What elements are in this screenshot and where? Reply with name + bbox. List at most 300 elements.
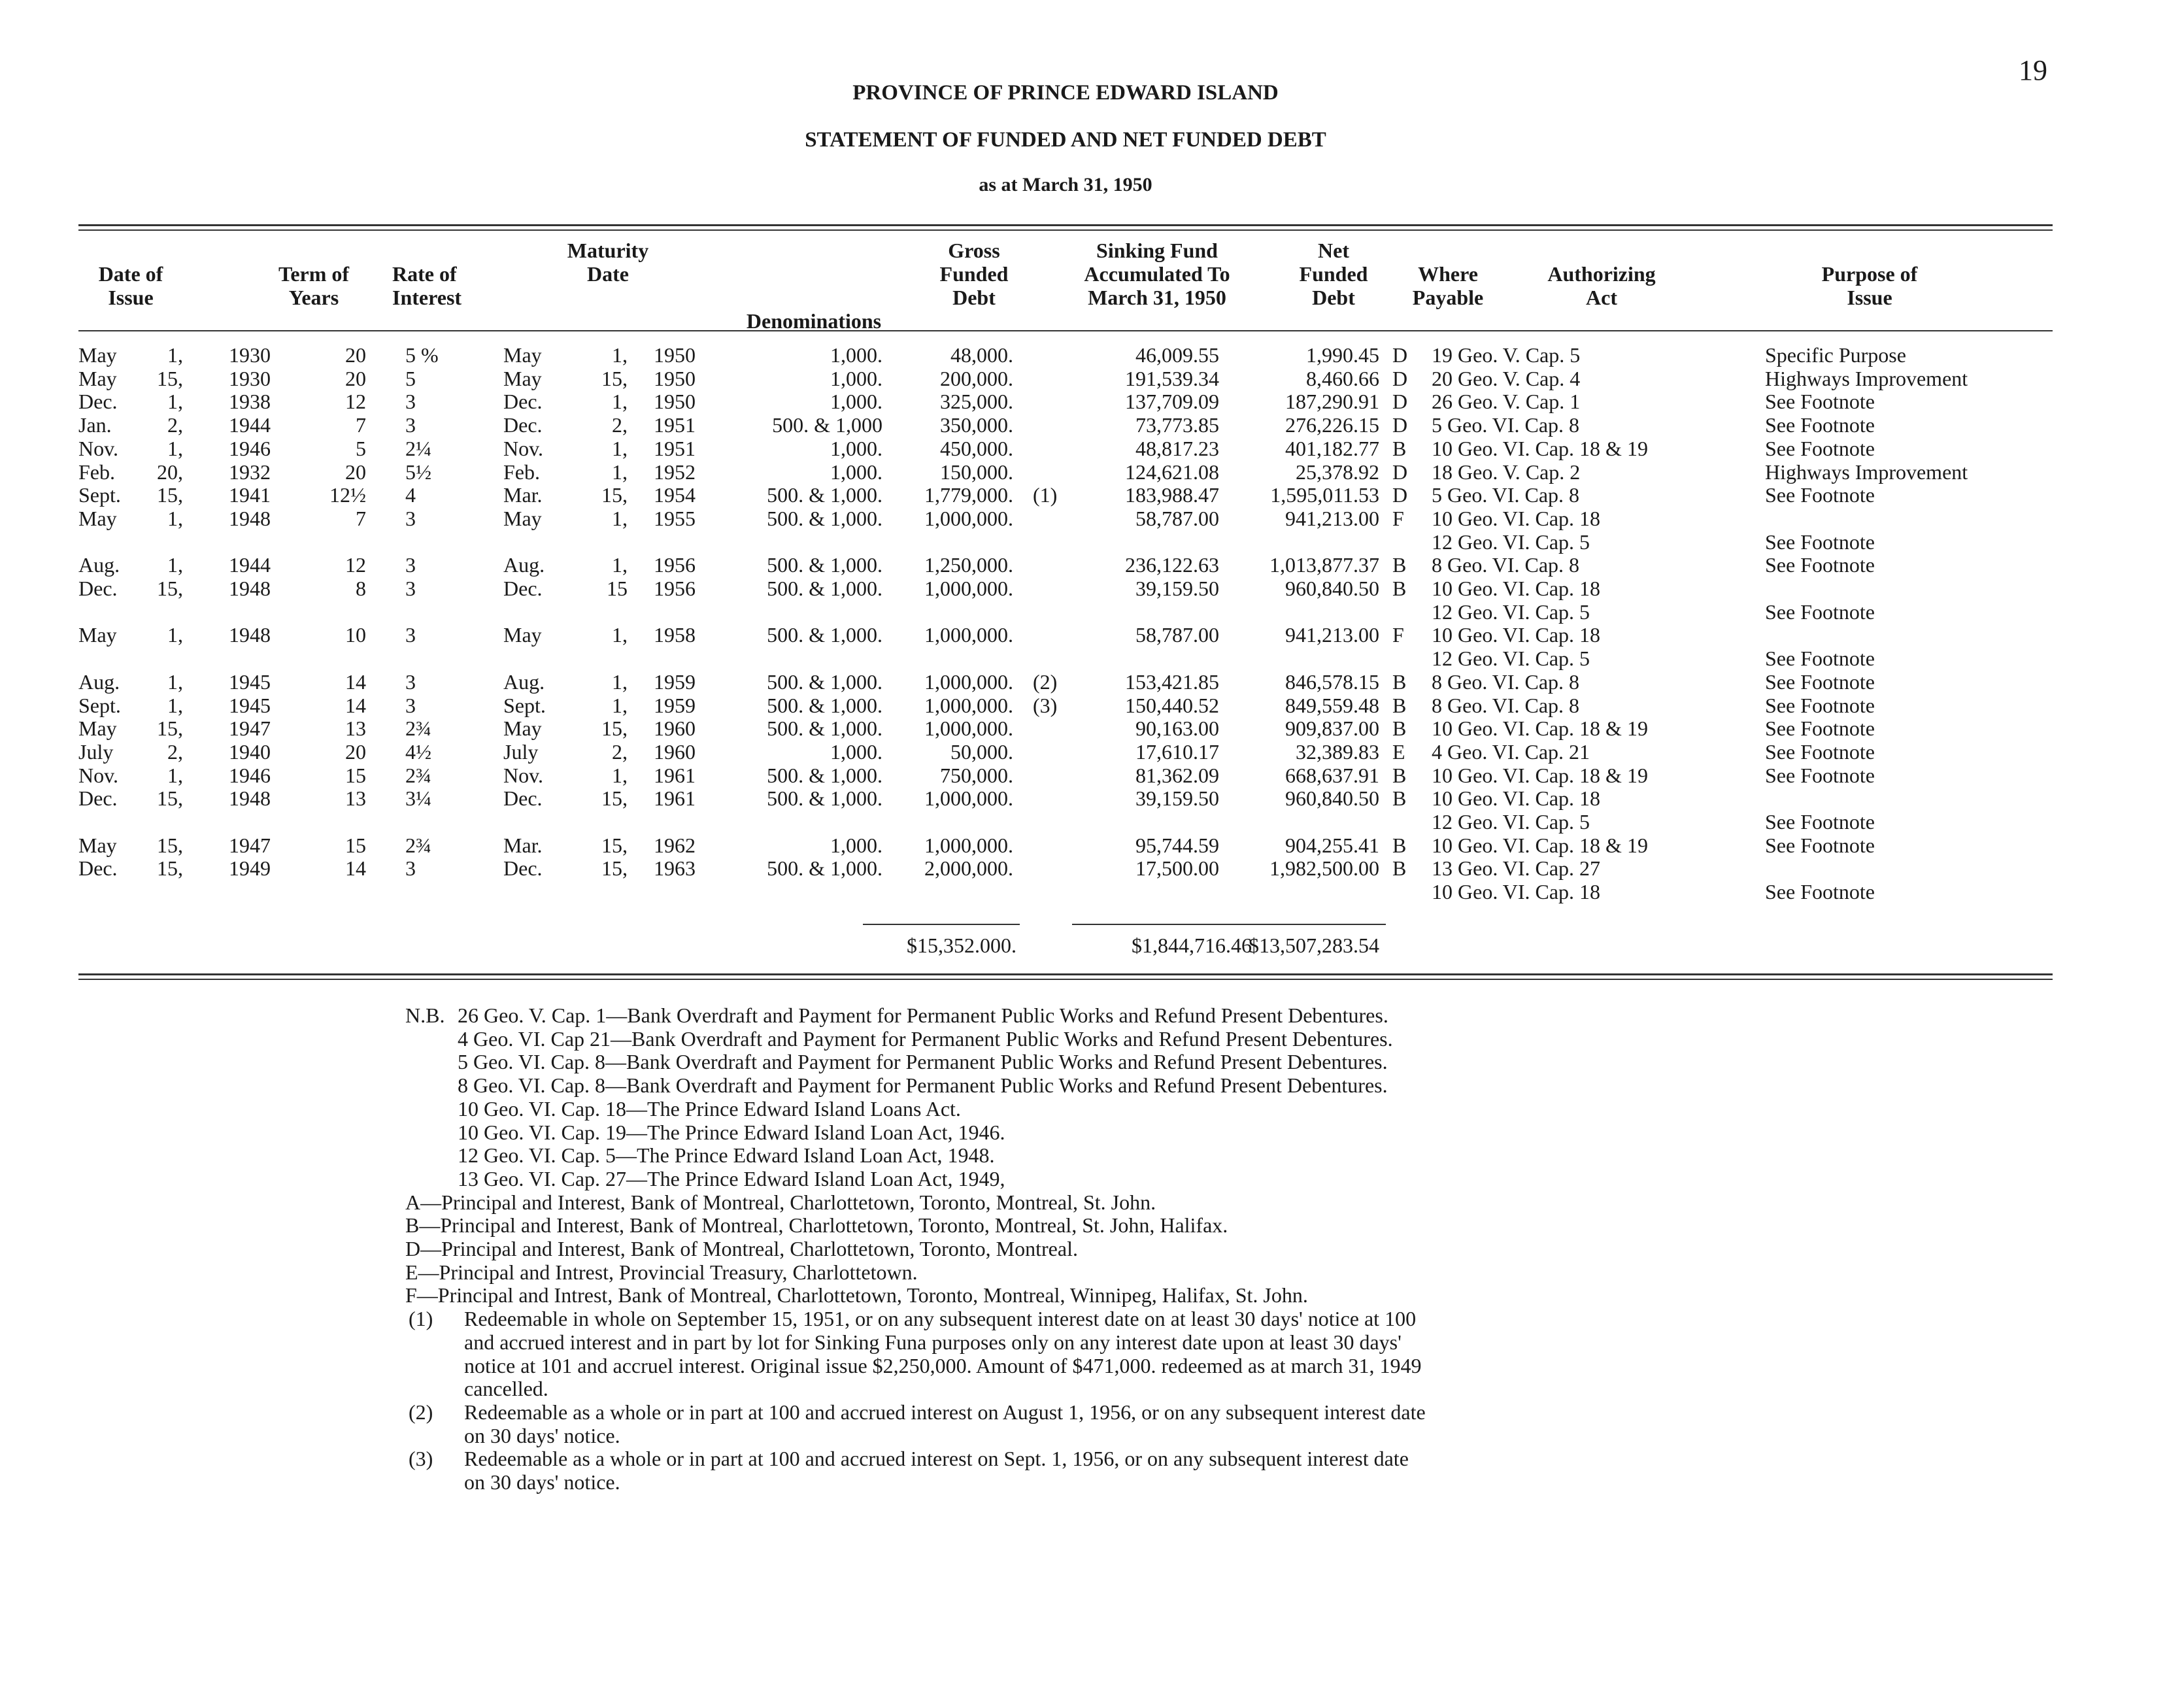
cell-issue-day: 1, <box>167 669 183 694</box>
cell-net: 668,637.91 <box>1285 763 1379 787</box>
cell-note: (1) <box>1033 483 1058 507</box>
payable-key-line: F—Principal and Intrest, Bank of Montreal, Charlottetown, Toronto, Montreal, Winnipeg, Halifax, St. John. <box>405 1283 1308 1307</box>
cell-issue-year: 1944 <box>229 413 271 437</box>
cell-act: 4 Geo. VI. Cap. 21 <box>1432 739 1590 764</box>
cell-sinking: 191,539.34 <box>1125 366 1219 390</box>
cell-issue-month: May <box>78 506 117 530</box>
cell-net: 960,840.50 <box>1285 577 1379 600</box>
cell-act: 10 Geo. VI. Cap. 18 <box>1432 577 1601 600</box>
cell-purpose: See Footnote <box>1765 483 1875 507</box>
cell-issue-month: Feb. <box>78 460 115 484</box>
cell-issue-month: May <box>78 343 117 367</box>
cell-gross: 150,000. <box>940 460 1013 484</box>
cell-payable: B <box>1392 786 1407 811</box>
sinking-total: $1,844,716.46 <box>1132 934 1252 957</box>
sinking-total-line <box>1072 924 1255 925</box>
cell-term: 13 <box>345 717 366 741</box>
cell-mat-month: Sept. <box>503 693 546 717</box>
cell-issue-year: 1946 <box>229 763 271 787</box>
cell-denom: 1,000. <box>830 366 882 390</box>
cell-act: 13 Geo. VI. Cap. 27 <box>1432 856 1601 881</box>
cell-gross: 1,000,000. <box>924 693 1013 717</box>
cell-act: 10 Geo. VI. Cap. 18 <box>1432 880 1601 904</box>
cell-term: 12 <box>345 390 366 414</box>
page-number: 19 <box>2019 54 2047 86</box>
cell-issue-month: Sept. <box>78 483 121 507</box>
cell-payable: D <box>1392 343 1408 367</box>
cell-issue-year: 1948 <box>229 623 271 647</box>
cell-issue-year: 1944 <box>229 553 271 577</box>
cell-mat-year: 1960 <box>654 739 696 764</box>
cell-mat-year: 1962 <box>654 833 696 857</box>
header-maturity-date-line-1: Maturity <box>567 239 649 262</box>
cell-purpose: See Footnote <box>1765 390 1875 414</box>
cell-denom: 500. & 1,000. <box>767 669 882 694</box>
cell-payable: D <box>1392 483 1408 507</box>
cell-mat-year: 1955 <box>654 506 696 530</box>
cell-sinking: 90,163.00 <box>1135 717 1219 741</box>
cell-act: 12 Geo. VI. Cap. 5 <box>1432 530 1590 554</box>
cell-mat-month: Dec. <box>503 413 543 437</box>
cell-issue-day: 15, <box>157 786 183 811</box>
cell-act: 19 Geo. V. Cap. 5 <box>1432 343 1581 367</box>
cell-term: 12½ <box>329 483 366 507</box>
cell-sinking: 124,621.08 <box>1125 460 1219 484</box>
cell-sinking: 39,159.50 <box>1135 577 1219 600</box>
cell-gross: 1,779,000. <box>924 483 1013 507</box>
cell-issue-month: May <box>78 833 117 857</box>
net-total-line <box>1235 924 1386 925</box>
cell-rate: 2¾ <box>405 763 431 787</box>
cell-issue-day: 15, <box>157 717 183 741</box>
cell-purpose: See Footnote <box>1765 833 1875 857</box>
header-date-of-issue-line-2: Issue <box>108 286 154 309</box>
cell-issue-day: 1, <box>167 436 183 460</box>
cell-act: 12 Geo. VI. Cap. 5 <box>1432 810 1590 834</box>
cell-rate: 3 <box>405 856 416 881</box>
cell-denom: 500. & 1,000. <box>767 856 882 881</box>
act-note: 10 Geo. VI. Cap. 18—The Prince Edward Island Loans Act. <box>458 1096 961 1121</box>
nb-prefix: N.B. <box>405 1003 445 1027</box>
cell-rate: 3 <box>405 390 416 414</box>
cell-gross: 1,000,000. <box>924 717 1013 741</box>
footnote-text: and accrued interest and in part by lot for Sinking Funa purposes only on any interest date upon at least 30 days' <box>464 1330 1402 1354</box>
cell-issue-year: 1930 <box>229 343 271 367</box>
cell-act: 8 Geo. VI. Cap. 8 <box>1432 553 1580 577</box>
cell-mat-year: 1959 <box>654 693 696 717</box>
header-maturity-date-line-2: Date <box>587 262 629 286</box>
cell-denom: 1,000. <box>830 739 882 764</box>
header-purpose-of-issue-line-2: Issue <box>1847 286 1892 309</box>
cell-purpose: See Footnote <box>1765 739 1875 764</box>
cell-mat-month: Aug. <box>503 669 545 694</box>
cell-issue-year: 1946 <box>229 436 271 460</box>
footnote-number: (2) <box>409 1400 433 1424</box>
header-gross-funded-debt-line-2: Funded <box>939 262 1009 286</box>
cell-act: 5 Geo. VI. Cap. 8 <box>1432 483 1580 507</box>
cell-gross: 1,250,000. <box>924 553 1013 577</box>
header-purpose-of-issue-line-1: Purpose of <box>1821 262 1918 286</box>
cell-mat-day: 15, <box>601 483 628 507</box>
cell-issue-day: 15, <box>157 366 183 390</box>
act-note: 4 Geo. VI. Cap 21—Bank Overdraft and Payment for Permanent Public Works and Refund Present Debentures. <box>458 1026 1393 1051</box>
cell-term: 20 <box>345 366 366 390</box>
cell-gross: 450,000. <box>940 436 1013 460</box>
header-term-of-years-line-1: Term of <box>278 262 350 286</box>
cell-term: 5 <box>356 436 366 460</box>
cell-mat-month: Feb. <box>503 460 540 484</box>
cell-act: 10 Geo. VI. Cap. 18 <box>1432 623 1601 647</box>
cell-net: 25,378.92 <box>1296 460 1379 484</box>
cell-gross: 1,000,000. <box>924 577 1013 600</box>
cell-mat-year: 1950 <box>654 390 696 414</box>
cell-issue-day: 2, <box>167 413 183 437</box>
cell-payable: B <box>1392 833 1407 857</box>
cell-denom: 500. & 1,000. <box>767 577 882 600</box>
cell-act: 10 Geo. VI. Cap. 18 & 19 <box>1432 763 1648 787</box>
cell-issue-month: May <box>78 366 117 390</box>
cell-denom: 1,000. <box>830 343 882 367</box>
payable-key-line: E—Principal and Intrest, Provincial Treasury, Charlottetown. <box>405 1260 918 1284</box>
cell-purpose: See Footnote <box>1765 669 1875 694</box>
cell-sinking: 58,787.00 <box>1135 623 1219 647</box>
act-note: 10 Geo. VI. Cap. 19—The Prince Edward Island Loan Act, 1946. <box>458 1120 1005 1144</box>
cell-sinking: 17,500.00 <box>1135 856 1219 881</box>
cell-issue-month: Nov. <box>78 436 119 460</box>
cell-term: 20 <box>345 343 366 367</box>
cell-payable: B <box>1392 717 1407 741</box>
cell-payable: D <box>1392 390 1408 414</box>
cell-act: 18 Geo. V. Cap. 2 <box>1432 460 1581 484</box>
act-note: 5 Geo. VI. Cap. 8—Bank Overdraft and Payment for Permanent Public Works and Refund Present Debentures. <box>458 1050 1388 1074</box>
cell-mat-day: 1, <box>612 553 628 577</box>
cell-mat-day: 2, <box>612 739 628 764</box>
cell-gross: 350,000. <box>940 413 1013 437</box>
cell-term: 14 <box>345 693 366 717</box>
cell-purpose: See Footnote <box>1765 880 1875 904</box>
cell-purpose: See Footnote <box>1765 553 1875 577</box>
footnote-text: on 30 days' notice. <box>464 1423 620 1447</box>
cell-issue-day: 15, <box>157 577 183 600</box>
cell-net: 401,182.77 <box>1285 436 1379 460</box>
cell-payable: D <box>1392 413 1408 437</box>
cell-mat-day: 1, <box>612 343 628 367</box>
footnote-text: Redeemable as a whole or in part at 100 and accrued interest on August 1, 1956, or on any subsequent interest date <box>464 1400 1426 1424</box>
cell-sinking: 150,440.52 <box>1125 693 1219 717</box>
cell-rate: 3 <box>405 413 416 437</box>
cell-mat-month: Mar. <box>503 483 543 507</box>
cell-net: 1,982,500.00 <box>1269 856 1379 881</box>
cell-mat-month: Mar. <box>503 833 543 857</box>
cell-payable: B <box>1392 856 1407 881</box>
cell-act: 20 Geo. V. Cap. 4 <box>1432 366 1581 390</box>
cell-term: 13 <box>345 786 366 811</box>
cell-issue-day: 2, <box>167 739 183 764</box>
cell-mat-day: 1, <box>612 460 628 484</box>
cell-issue-year: 1947 <box>229 833 271 857</box>
cell-gross: 50,000. <box>950 739 1013 764</box>
cell-issue-year: 1947 <box>229 717 271 741</box>
cell-mat-day: 15, <box>601 366 628 390</box>
payable-key-line: A—Principal and Interest, Bank of Montreal, Charlottetown, Toronto, Montreal, St. John. <box>405 1190 1156 1214</box>
header-sinking-fund-line-1: Sinking Fund <box>1096 239 1218 262</box>
cell-rate: 3¼ <box>405 786 431 811</box>
cell-term: 10 <box>345 623 366 647</box>
cell-mat-year: 1961 <box>654 763 696 787</box>
cell-purpose: Highways Improvement <box>1765 460 1968 484</box>
cell-denom: 500. & 1,000. <box>767 693 882 717</box>
cell-denom: 500. & 1,000. <box>767 483 882 507</box>
header-rate-of-interest-line-2: Interest <box>392 286 462 309</box>
cell-issue-day: 1, <box>167 390 183 414</box>
cell-purpose: See Footnote <box>1765 763 1875 787</box>
cell-payable: B <box>1392 553 1407 577</box>
cell-mat-month: Dec. <box>503 856 543 881</box>
cell-issue-day: 15, <box>157 483 183 507</box>
cell-denom: 500. & 1,000 <box>772 413 882 437</box>
header-gross-funded-debt-line-1: Gross <box>948 239 1000 262</box>
cell-term: 15 <box>345 763 366 787</box>
cell-mat-day: 1, <box>612 506 628 530</box>
cell-rate: 3 <box>405 577 416 600</box>
header-denominations-line-1: Denominations <box>746 309 882 333</box>
gross-total: $15,352.000. <box>907 934 1016 957</box>
cell-issue-month: May <box>78 623 117 647</box>
cell-net: 909,837.00 <box>1285 717 1379 741</box>
cell-term: 7 <box>356 506 366 530</box>
cell-purpose: See Footnote <box>1765 530 1875 554</box>
cell-issue-year: 1932 <box>229 460 271 484</box>
cell-mat-month: May <box>503 623 542 647</box>
cell-mat-year: 1963 <box>654 856 696 881</box>
cell-mat-year: 1961 <box>654 786 696 811</box>
header-authorizing-act-line-1: Authorizing <box>1547 262 1656 286</box>
cell-mat-month: Dec. <box>503 786 543 811</box>
header-rate-of-interest-line-1: Rate of <box>392 262 457 286</box>
cell-rate: 5 % <box>405 343 439 367</box>
cell-sinking: 137,709.09 <box>1125 390 1219 414</box>
cell-payable: F <box>1392 623 1404 647</box>
cell-rate: 3 <box>405 693 416 717</box>
cell-payable: D <box>1392 460 1408 484</box>
cell-issue-month: Aug. <box>78 553 120 577</box>
header-gross-funded-debt-line-3: Debt <box>952 286 996 309</box>
cell-rate: 4 <box>405 483 416 507</box>
cell-issue-month: Dec. <box>78 577 118 600</box>
cell-denom: 1,000. <box>830 833 882 857</box>
cell-denom: 1,000. <box>830 460 882 484</box>
cell-issue-month: July <box>78 739 114 764</box>
cell-act: 12 Geo. VI. Cap. 5 <box>1432 647 1590 671</box>
act-note: 26 Geo. V. Cap. 1—Bank Overdraft and Payment for Permanent Public Works and Refund Present Debentures. <box>458 1003 1388 1027</box>
cell-purpose: See Footnote <box>1765 693 1875 717</box>
header-net-funded-debt-line-3: Debt <box>1312 286 1355 309</box>
cell-payable: B <box>1392 693 1407 717</box>
cell-purpose: See Footnote <box>1765 413 1875 437</box>
cell-mat-day: 1, <box>612 763 628 787</box>
cell-gross: 200,000. <box>940 366 1013 390</box>
cell-rate: 3 <box>405 623 416 647</box>
cell-mat-day: 15, <box>601 833 628 857</box>
cell-term: 7 <box>356 413 366 437</box>
top-rule <box>78 224 2053 226</box>
cell-purpose: See Footnote <box>1765 436 1875 460</box>
cell-mat-year: 1951 <box>654 436 696 460</box>
cell-issue-month: May <box>78 717 117 741</box>
cell-sinking: 95,744.59 <box>1135 833 1219 857</box>
header-authorizing-act-line-2: Act <box>1586 286 1617 309</box>
cell-mat-year: 1956 <box>654 553 696 577</box>
cell-term: 12 <box>345 553 366 577</box>
cell-mat-year: 1951 <box>654 413 696 437</box>
cell-payable: B <box>1392 669 1407 694</box>
cell-issue-year: 1940 <box>229 739 271 764</box>
cell-issue-day: 20, <box>157 460 183 484</box>
cell-act: 26 Geo. V. Cap. 1 <box>1432 390 1581 414</box>
cell-sinking: 48,817.23 <box>1135 436 1219 460</box>
cell-rate: 2¾ <box>405 717 431 741</box>
header-sinking-fund-line-2: Accumulated To <box>1084 262 1230 286</box>
cell-mat-month: Nov. <box>503 436 544 460</box>
cell-gross: 1,000,000. <box>924 623 1013 647</box>
cell-term: 8 <box>356 577 366 600</box>
cell-note: (3) <box>1033 693 1058 717</box>
cell-sinking: 81,362.09 <box>1135 763 1219 787</box>
bottom-rule-inner <box>78 979 2053 980</box>
cell-issue-year: 1948 <box>229 506 271 530</box>
header-rule <box>78 330 2053 331</box>
cell-payable: B <box>1392 763 1407 787</box>
cell-mat-day: 1, <box>612 693 628 717</box>
cell-mat-day: 2, <box>612 413 628 437</box>
cell-payable: B <box>1392 436 1407 460</box>
cell-issue-year: 1938 <box>229 390 271 414</box>
cell-mat-day: 1, <box>612 390 628 414</box>
cell-issue-month: Aug. <box>78 669 120 694</box>
cell-mat-month: Aug. <box>503 553 545 577</box>
cell-denom: 500. & 1,000. <box>767 717 882 741</box>
cell-purpose: Highways Improvement <box>1765 366 1968 390</box>
cell-gross: 325,000. <box>940 390 1013 414</box>
cell-issue-year: 1948 <box>229 577 271 600</box>
cell-mat-month: Dec. <box>503 390 543 414</box>
cell-mat-day: 15 <box>607 577 628 600</box>
cell-gross: 1,000,000. <box>924 506 1013 530</box>
cell-issue-month: Dec. <box>78 390 118 414</box>
cell-term: 14 <box>345 856 366 881</box>
cell-issue-month: Dec. <box>78 856 118 881</box>
cell-issue-day: 15, <box>157 833 183 857</box>
cell-rate: 2¾ <box>405 833 431 857</box>
cell-payable: D <box>1392 366 1408 390</box>
cell-act: 5 Geo. VI. Cap. 8 <box>1432 413 1580 437</box>
cell-net: 187,290.91 <box>1285 390 1379 414</box>
cell-act: 8 Geo. VI. Cap. 8 <box>1432 669 1580 694</box>
cell-mat-year: 1958 <box>654 623 696 647</box>
cell-issue-year: 1941 <box>229 483 271 507</box>
cell-net: 276,226.15 <box>1285 413 1379 437</box>
cell-mat-day: 1, <box>612 669 628 694</box>
footnote-text: Redeemable in whole on September 15, 1951, or on any subsequent interest date on at least 30 days' notice at 100 <box>464 1307 1417 1331</box>
cell-mat-month: July <box>503 739 539 764</box>
cell-act: 10 Geo. VI. Cap. 18 & 19 <box>1432 833 1648 857</box>
act-note: 12 Geo. VI. Cap. 5—The Prince Edward Island Loan Act, 1948. <box>458 1143 995 1168</box>
page-subtitle: STATEMENT OF FUNDED AND NET FUNDED DEBT <box>805 128 1326 152</box>
cell-purpose: See Footnote <box>1765 599 1875 624</box>
bottom-rule <box>78 973 2053 975</box>
net-total: $13,507,283.54 <box>1249 934 1379 957</box>
top-rule-inner <box>78 229 2053 231</box>
cell-gross: 48,000. <box>950 343 1013 367</box>
cell-mat-year: 1959 <box>654 669 696 694</box>
cell-note: (2) <box>1033 669 1058 694</box>
cell-rate: 5½ <box>405 460 431 484</box>
cell-mat-year: 1950 <box>654 366 696 390</box>
cell-issue-day: 1, <box>167 553 183 577</box>
cell-mat-month: Nov. <box>503 763 544 787</box>
cell-mat-month: May <box>503 717 542 741</box>
cell-term: 20 <box>345 460 366 484</box>
cell-mat-day: 1, <box>612 436 628 460</box>
cell-net: 32,389.83 <box>1296 739 1379 764</box>
cell-issue-day: 15, <box>157 856 183 881</box>
cell-issue-year: 1949 <box>229 856 271 881</box>
cell-net: 941,213.00 <box>1285 623 1379 647</box>
payable-key-line: D—Principal and Interest, Bank of Montreal, Charlottetown, Toronto, Montreal. <box>405 1237 1078 1260</box>
cell-gross: 1,000,000. <box>924 786 1013 811</box>
cell-gross: 2,000,000. <box>924 856 1013 881</box>
cell-issue-day: 1, <box>167 693 183 717</box>
header-date-of-issue-line-1: Date of <box>98 262 163 286</box>
header-net-funded-debt-line-2: Funded <box>1299 262 1368 286</box>
cell-net: 846,578.15 <box>1285 669 1379 694</box>
footnote-text: notice at 101 and accruel interest. Original issue $2,250,000. Amount of $471,000. redeemed as at march 31, 1949 <box>464 1353 1422 1377</box>
cell-net: 960,840.50 <box>1285 786 1379 811</box>
cell-rate: 3 <box>405 506 416 530</box>
cell-issue-day: 1, <box>167 343 183 367</box>
cell-purpose: Specific Purpose <box>1765 343 1906 367</box>
cell-sinking: 17,610.17 <box>1135 739 1219 764</box>
cell-net: 941,213.00 <box>1285 506 1379 530</box>
cell-sinking: 183,988.47 <box>1125 483 1219 507</box>
cell-act: 10 Geo. VI. Cap. 18 <box>1432 506 1601 530</box>
cell-issue-month: Jan. <box>78 413 112 437</box>
cell-mat-year: 1952 <box>654 460 696 484</box>
cell-net: 8,460.66 <box>1306 366 1379 390</box>
date-line: as at March 31, 1950 <box>979 174 1152 195</box>
header-where-payable-line-1: Where <box>1418 262 1478 286</box>
cell-mat-day: 15, <box>601 786 628 811</box>
cell-denom: 1,000. <box>830 390 882 414</box>
cell-gross: 750,000. <box>940 763 1013 787</box>
cell-sinking: 46,009.55 <box>1135 343 1219 367</box>
cell-mat-year: 1950 <box>654 343 696 367</box>
cell-issue-month: Nov. <box>78 763 119 787</box>
cell-purpose: See Footnote <box>1765 647 1875 671</box>
footnote-text: on 30 days' notice. <box>464 1470 620 1494</box>
cell-denom: 500. & 1,000. <box>767 506 882 530</box>
cell-issue-month: Dec. <box>78 786 118 811</box>
footnote-text: Redeemable as a whole or in part at 100 and accrued interest on Sept. 1, 1956, or on any subsequent interest date <box>464 1447 1409 1471</box>
cell-purpose: See Footnote <box>1765 810 1875 834</box>
cell-gross: 1,000,000. <box>924 833 1013 857</box>
cell-mat-day: 15, <box>601 856 628 881</box>
cell-rate: 5 <box>405 366 416 390</box>
cell-sinking: 58,787.00 <box>1135 506 1219 530</box>
footnote-number: (1) <box>409 1307 433 1331</box>
cell-term: 14 <box>345 669 366 694</box>
cell-mat-month: May <box>503 343 542 367</box>
